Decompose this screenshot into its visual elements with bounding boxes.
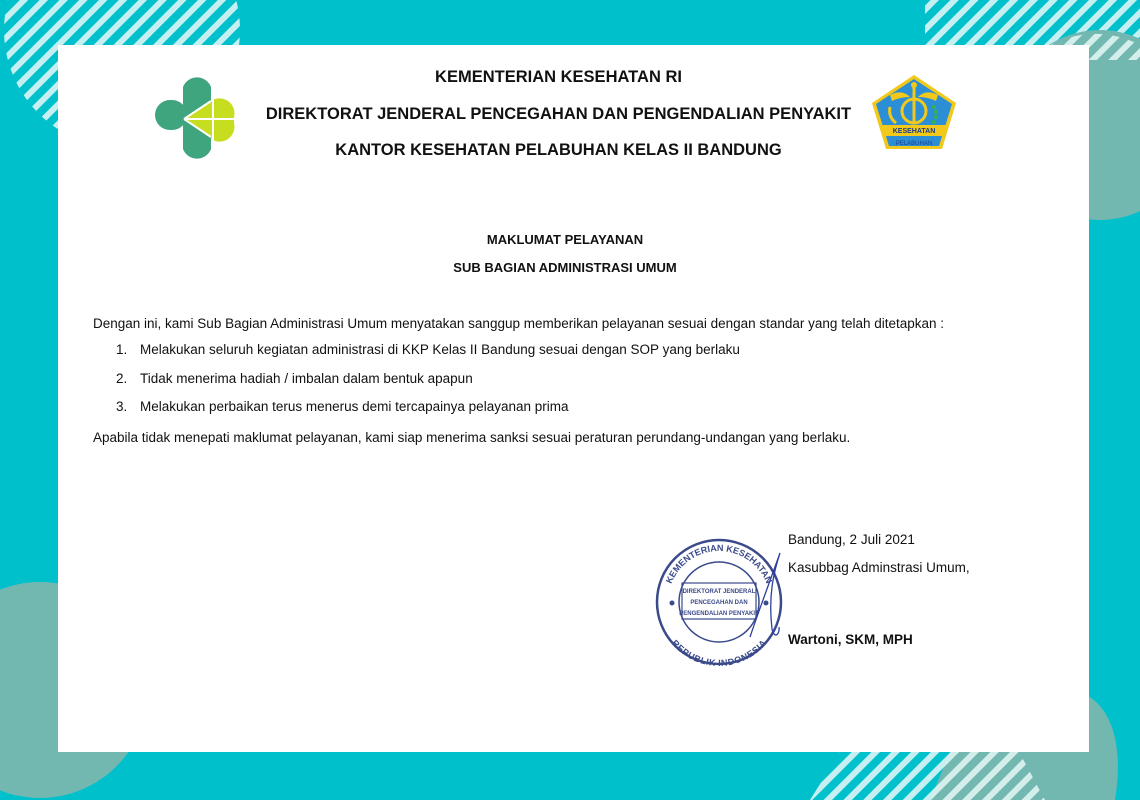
stamp-top-text: KEMENTERIAN KESEHATAN: [663, 542, 775, 585]
stamp-inner-line: DIREKTORAT JENDERAL: [682, 589, 756, 595]
closing-paragraph: Apabila tidak menepati maklumat pelayanan, kami siap menerima sanksi sesuai peraturan perundang-undangan yang berlaku.: [93, 430, 851, 445]
letterhead-ministry: KEMENTERIAN KESEHATAN RI: [435, 68, 682, 86]
signatory-name: Wartoni, SKM, MPH: [788, 632, 913, 647]
place-date: Bandung, 2 Juli 2021: [788, 532, 915, 547]
list-item-text: Melakukan perbaikan terus menerus demi tercapainya pelayanan prima: [140, 399, 569, 414]
stamp-inner-line: PENCEGAHAN DAN: [690, 600, 748, 606]
stamp-star-right: [764, 601, 769, 606]
commitment-list: [116, 341, 740, 427]
list-item: [116, 398, 740, 427]
document-title: MAKLUMAT PELAYANAN: [486, 232, 644, 247]
document-card: [58, 45, 1089, 752]
kesehatan-pelabuhan-emblem-icon: [870, 73, 958, 165]
list-item: [116, 341, 740, 370]
official-stamp: [654, 537, 784, 667]
stamp-bottom-text: REPUBLIK INDONESIA: [669, 638, 769, 667]
list-item-number: 1.: [116, 342, 128, 357]
letterhead-office: KANTOR KESEHATAN PELABUHAN KELAS II BANDUNG: [335, 141, 782, 159]
stamp-star-left: [670, 601, 675, 606]
list-item-text: Tidak menerima hadiah / imbalan dalam bentuk apapun: [140, 370, 473, 386]
intro-paragraph: Dengan ini, kami Sub Bagian Administrasi Umum menyatakan sanggup memberikan pelayanan sesuai dengan standar yang telah ditetapkan :: [93, 316, 945, 331]
list-item-number: 2.: [116, 370, 128, 386]
list-item-text: Melakukan seluruh kegiatan administrasi di KKP Kelas II Bandung sesuai dengan SOP yang berlaku: [140, 342, 740, 357]
stamp-inner-line: PENGENDALIAN PENYAKIT: [679, 611, 759, 617]
list-item-number: 3.: [116, 399, 128, 414]
svg-text:KEMENTERIAN KESEHATAN: [664, 543, 774, 585]
letterhead-directorate: DIREKTORAT JENDERAL PENCEGAHAN DAN PENGENDALIAN PENYAKIT: [265, 105, 852, 123]
signatory-position: Kasubbag Adminstrasi Umum,: [788, 560, 970, 575]
emblem-ribbon-text: KESEHATAN: [892, 128, 936, 135]
list-item: [116, 370, 740, 399]
document-subtitle: SUB BAGIAN ADMINISTRASI UMUM: [453, 260, 677, 275]
emblem-bottom-text: PELABUHAN: [895, 141, 933, 147]
